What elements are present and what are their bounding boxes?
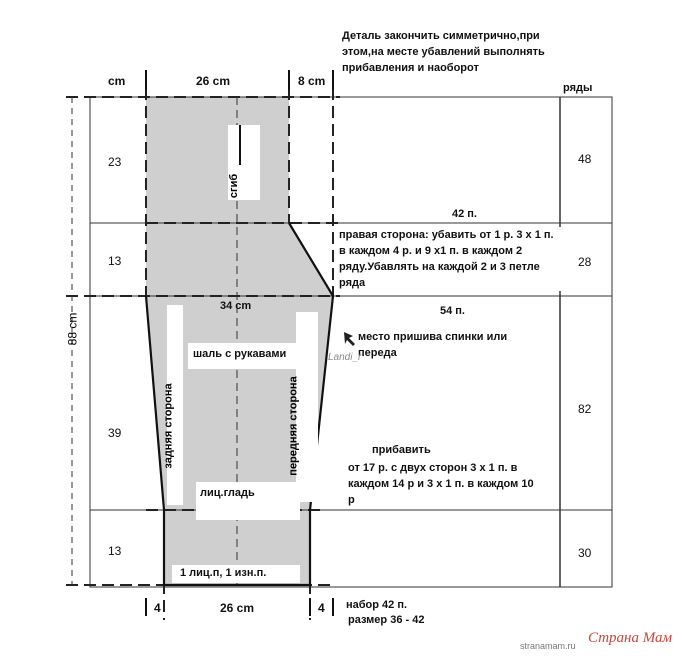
brand-watermark: Страна Мам — [588, 630, 673, 646]
width-bottom: 26 cm — [220, 601, 255, 615]
rows-label: ряды — [563, 82, 593, 94]
rib-label: 1 лиц.п, 1 изн.п. — [180, 567, 267, 579]
width-mid: 34 cm — [220, 300, 252, 312]
stitches-wide: 54 п. — [440, 305, 465, 317]
rows-3: 82 — [578, 402, 592, 416]
rows-4: 30 — [578, 546, 592, 560]
size: размер 36 - 42 — [348, 614, 425, 626]
increase-note: от 17 р. с двух сторон 3 х 1 п. в каждом 14 р и 3 х 1 п. в каждом 10 р — [346, 460, 542, 508]
height-4: 13 — [108, 544, 122, 558]
rows-2: 28 — [578, 255, 592, 269]
attach-note: место пришива спинки или переда — [356, 329, 530, 361]
edge-right: 4 — [318, 601, 325, 615]
width-side: 8 cm — [298, 74, 326, 88]
right-side-note: правая сторона: убавить от 1 р. 3 х 1 п. в каждом 4 р. и 9 х1 п. в каждом 2 ряду.Убавлять на каждой 2 и 3 петле ряда — [337, 227, 563, 291]
rows-1: 48 — [578, 152, 592, 166]
total-height: 88 cm — [65, 312, 80, 346]
back-side: задняя сторона — [162, 383, 175, 469]
stitches-mid: 42 п. — [452, 208, 477, 220]
arrow-icon — [344, 332, 355, 346]
width-top: 26 cm — [196, 74, 231, 88]
edge-left: 4 — [154, 601, 161, 615]
stitch-label: лиц.гладь — [200, 487, 255, 499]
increase-title: прибавить — [372, 444, 431, 456]
fold-label: сгиб — [228, 173, 241, 199]
height-2: 13 — [108, 254, 122, 268]
symmetric-note: Деталь закончить симметрично,при этом,на месте убавлений выполнять прибавления и наоборот — [340, 28, 574, 76]
mid-watermark: Landi_r — [328, 352, 362, 363]
cast-on: набор 42 п. — [346, 599, 408, 611]
url-watermark: stranamam.ru — [520, 641, 576, 651]
height-1: 23 — [108, 155, 122, 169]
height-3: 39 — [108, 426, 122, 440]
shawl-label: шаль с рукавами — [193, 348, 287, 360]
unit-label: cm — [108, 74, 126, 88]
front-side: передняя сторона — [287, 376, 300, 476]
